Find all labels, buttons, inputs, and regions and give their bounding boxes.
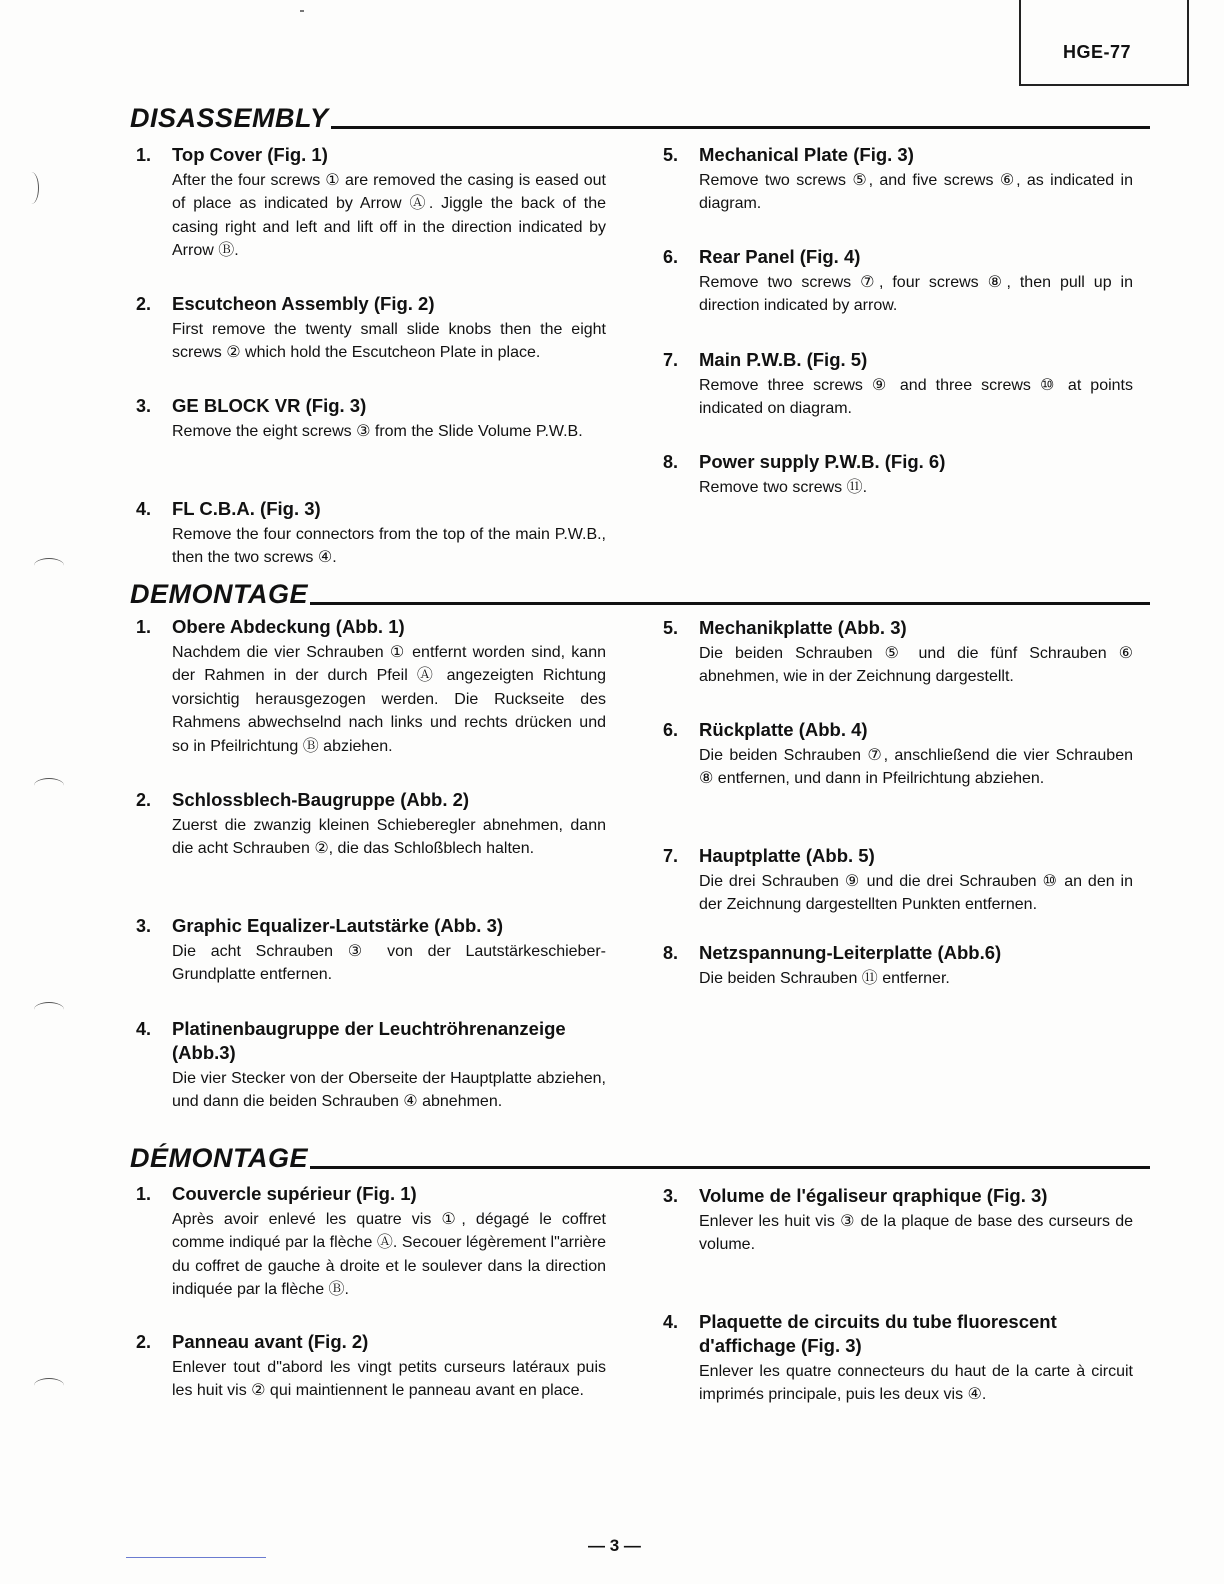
step-number: 4. — [136, 1019, 152, 1039]
step-body: Remove the eight screws ③ from the Slide Volume P.W.B. — [172, 423, 583, 440]
step-number: 6. — [663, 720, 679, 740]
section-heading-demontage-fr — [130, 1138, 1150, 1172]
step-title: Schlossblech-Baugruppe (Abb. 2) — [172, 789, 470, 810]
step-body: First remove the twenty small slide knobs then the eight screws ② which hold the Escutcheon Plate in place. — [172, 321, 606, 362]
step-body: Remove two screws ⑤, and five screws ⑥, as indicated in diagram. — [699, 172, 1133, 213]
step-number: 5. — [663, 145, 679, 165]
step-item — [136, 788, 606, 861]
footer-rule — [126, 1557, 266, 1558]
section-title: DISASSEMBLY — [130, 103, 329, 133]
section-heading-disassembly — [130, 98, 1150, 132]
step-item — [663, 1184, 1133, 1257]
step-item — [136, 394, 606, 443]
section-title: DEMONTAGE — [130, 579, 308, 609]
step-item — [663, 616, 1133, 689]
step-item — [663, 450, 1133, 499]
step-number: 8. — [663, 943, 679, 963]
step-number: 1. — [136, 145, 152, 165]
step-title: Power supply P.W.B. (Fig. 6) — [699, 451, 946, 472]
step-item — [663, 1310, 1133, 1407]
step-body: After the four screws ① are removed the casing is eased out of place as indicated by Arrow Ⓐ. Jiggle the back of the casing right and left and lift off in the direction indicated by Arrow Ⓑ. — [172, 172, 606, 260]
step-item — [136, 1182, 606, 1302]
step-item — [663, 348, 1133, 421]
step-body: Die vier Stecker von der Oberseite der Hauptplatte abziehen, und dann die beiden Schrauben ④ abnehmen. — [172, 1070, 606, 1111]
step-number: 7. — [663, 350, 679, 370]
step-item — [136, 615, 606, 758]
step-title: Rückplatte (Abb. 4) — [699, 719, 868, 740]
step-title: GE BLOCK VR (Fig. 3) — [172, 395, 367, 416]
step-body: Die drei Schrauben ⑨ und die drei Schrauben ⑩ an den in der Zeichnung dargestellten Punkten entfernen. — [699, 873, 1133, 914]
step-item — [136, 497, 606, 570]
step-number: 3. — [136, 396, 152, 416]
step-body: Enlever tout d"abord les vingt petits curseurs latéraux puis les huit vis ② qui maintiennent le panneau avant en place. — [172, 1359, 606, 1400]
model-number: HGE-77 — [1062, 42, 1131, 62]
step-body: Remove the four connectors from the top of the main P.W.B., then the two screws ④. — [172, 526, 606, 567]
step-item — [663, 718, 1133, 791]
step-number: 1. — [136, 1184, 152, 1204]
step-title: Mechanical Plate (Fig. 3) — [699, 144, 914, 165]
step-title: Hauptplatte (Abb. 5) — [699, 845, 875, 866]
step-number: 7. — [663, 846, 679, 866]
step-item — [663, 844, 1133, 917]
step-item — [136, 1017, 606, 1114]
step-body: Remove three screws ⑨ and three screws ⑩ at points indicated on diagram. — [699, 377, 1133, 418]
step-title: Plaquette de circuits du tube fluorescent d'affichage (Fig. 3) — [699, 1311, 1057, 1356]
step-body: Die beiden Schrauben ⑤ und die fünf Schrauben ⑥ abnehmen, wie in der Zeichnung dargestellt. — [699, 645, 1133, 686]
binding-hole-mark — [24, 172, 39, 204]
step-item — [136, 1330, 606, 1403]
section-title: DÉMONTAGE — [130, 1143, 308, 1173]
step-body: Die beiden Schrauben ⑦, anschließend die vier Schrauben ⑧ entfernen, und dann in Pfeilrichtung abziehen. — [699, 747, 1133, 788]
heading-rule — [331, 126, 1150, 129]
step-title: Escutcheon Assembly (Fig. 2) — [172, 293, 435, 314]
step-body: Après avoir enlevé les quatre vis ①, dégagé le coffret comme indiqué par la flèche Ⓐ. Secouer légèrement l"arrière du coffret de gauche à droite et le soulever dans la direction indiquée par la flèche Ⓑ. — [172, 1211, 606, 1299]
step-number: 3. — [663, 1186, 679, 1206]
step-item — [663, 941, 1133, 990]
step-body: Enlever les quatre connecteurs du haut de la carte à circuit imprimés principale, puis les deux vis ④. — [699, 1363, 1133, 1404]
step-body: Die acht Schrauben ③ von der Lautstärkeschieber-Grundplatte entfernen. — [172, 943, 606, 984]
heading-rule — [310, 1166, 1150, 1169]
step-item — [136, 914, 606, 987]
step-title: Volume de l'égaliseur qraphique (Fig. 3) — [699, 1185, 1048, 1206]
step-item — [136, 143, 606, 263]
step-title: Platinenbaugruppe der Leuchtröhrenanzeige (Abb.3) — [172, 1018, 566, 1063]
step-number: 4. — [663, 1312, 679, 1332]
step-item — [663, 245, 1133, 318]
step-title: Couvercle supérieur (Fig. 1) — [172, 1183, 417, 1204]
step-number: 5. — [663, 618, 679, 638]
page-number: — 3 — — [588, 1536, 641, 1555]
step-title: Graphic Equalizer-Lautstärke (Abb. 3) — [172, 915, 504, 936]
step-number: 2. — [136, 294, 152, 314]
step-number: 6. — [663, 247, 679, 267]
step-body: Remove two screws ⑦, four screws ⑧, then pull up in direction indicated by arrow. — [699, 274, 1133, 315]
binding-hole-mark — [34, 558, 64, 573]
section-heading-demontage-de — [130, 574, 1150, 608]
step-title: Top Cover (Fig. 1) — [172, 144, 328, 165]
step-number: 1. — [136, 617, 152, 637]
step-item — [663, 143, 1133, 216]
step-title: FL C.B.A. (Fig. 3) — [172, 498, 321, 519]
binding-hole-mark — [34, 1002, 64, 1017]
binding-hole-mark — [34, 778, 64, 793]
binding-hole-mark — [34, 1378, 64, 1393]
step-title: Mechanikplatte (Abb. 3) — [699, 617, 907, 638]
step-item — [136, 292, 606, 365]
step-number: 8. — [663, 452, 679, 472]
step-number: 2. — [136, 790, 152, 810]
step-body: Remove two screws ⑪. — [699, 479, 868, 496]
step-title: Netzspannung-Leiterplatte (Abb.6) — [699, 942, 1002, 963]
step-number: 3. — [136, 916, 152, 936]
step-title: Panneau avant (Fig. 2) — [172, 1331, 369, 1352]
step-body: Enlever les huit vis ③ de la plaque de base des curseurs de volume. — [699, 1213, 1133, 1254]
step-title: Main P.W.B. (Fig. 5) — [699, 349, 868, 370]
model-box — [1019, 0, 1189, 86]
step-body: Die beiden Schrauben ⑪ entferner. — [699, 970, 950, 987]
heading-rule — [310, 602, 1150, 605]
step-title: Obere Abdeckung (Abb. 1) — [172, 616, 405, 637]
step-body: Nachdem die vier Schrauben ① entfernt worden sind, kann der Rahmen in der durch Pfeil Ⓐ angezeigten Richtung vorsichtig herausgezogen werden. Die Ruckseite des Rahmens abwechselnd nach links und rechts drücken und so in Pfeilrichtung Ⓑ abziehen. — [172, 644, 606, 755]
step-body: Zuerst die zwanzig kleinen Schieberegler abnehmen, dann die acht Schrauben ②, die das Schloßblech halten. — [172, 817, 606, 858]
step-number: 4. — [136, 499, 152, 519]
step-title: Rear Panel (Fig. 4) — [699, 246, 861, 267]
scan-speck — [300, 10, 304, 12]
step-number: 2. — [136, 1332, 152, 1352]
